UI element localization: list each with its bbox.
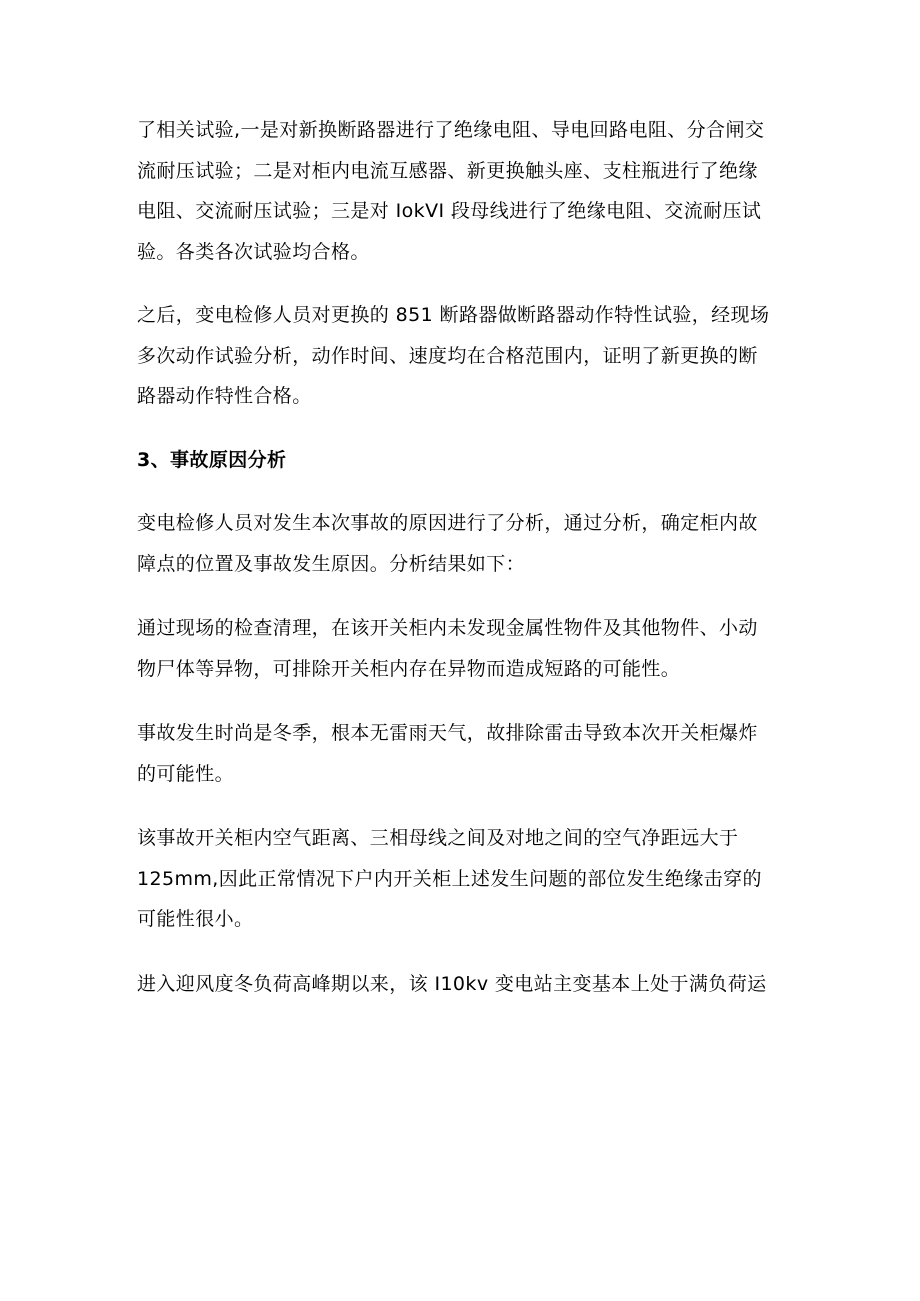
paragraph-air-clearance bbox=[137, 818, 792, 940]
text-line: 该事故开关柜内空气距离、三相母线之间及对地之间的空气净距远大于 bbox=[137, 827, 739, 849]
text-line: 通过现场的检查清理，在该开关柜内未发现金属性物件及其他物件、小动 bbox=[137, 617, 758, 639]
text-line: 变电检修人员对发生本次事故的原因进行了分析，通过分析，确定柜内故 bbox=[137, 512, 758, 534]
text-line: 流耐压试验；二是对柜内电流互感器、新更换触头座、支柱瓶进行了绝缘 bbox=[137, 159, 758, 182]
section-heading: 3、事故原因分析 bbox=[137, 448, 287, 471]
paragraph-load-peak bbox=[137, 964, 792, 1005]
text-line: 事故发生时尚是冬季，根本无雷雨天气，故排除雷击导致本次开关柜爆炸 bbox=[137, 722, 758, 744]
text-line: 障点的位置及事故发生原因。分析结果如下： bbox=[137, 552, 526, 575]
text-line: 之后，变电检修人员对更换的 851 断路器做断路器动作特性试验，经现场 bbox=[137, 304, 770, 326]
paragraph-foreign-objects bbox=[137, 608, 792, 689]
text-line: 路器动作特性合格。 bbox=[137, 385, 312, 407]
text-line: 的可能性。 bbox=[137, 762, 235, 785]
text-line: 多次动作试验分析，动作时间、速度均在合格范围内，证明了新更换的断 bbox=[137, 344, 758, 367]
text-line: 验。各类各次试验均合格。 bbox=[137, 240, 370, 263]
paragraph-test-results bbox=[137, 110, 792, 272]
text-line: 125mm,因此正常情况下户内开关柜上述发生问题的部位发生绝缘击穿的 bbox=[137, 867, 762, 890]
paragraph-breaker-characteristics bbox=[137, 295, 792, 417]
document-page bbox=[137, 110, 792, 1004]
text-line: 可能性很小。 bbox=[137, 908, 254, 930]
paragraph-analysis-intro bbox=[137, 503, 792, 584]
text-line: 了相关试验,一是对新换断路器进行了绝缘电阻、导电回路电阻、分合闸交 bbox=[137, 119, 765, 141]
paragraph-lightning bbox=[137, 713, 792, 794]
text-line: 电阻、交流耐压试验；三是对 IokVI 段母线进行了绝缘电阻、交流耐压试 bbox=[137, 200, 762, 222]
text-line: 物尸体等异物，可排除开关柜内存在异物而造成短路的可能性。 bbox=[137, 657, 681, 680]
text-line: 进入迎风度冬负荷高峰期以来，该 I10kv 变电站主变基本上处于满负荷运 bbox=[137, 972, 767, 995]
